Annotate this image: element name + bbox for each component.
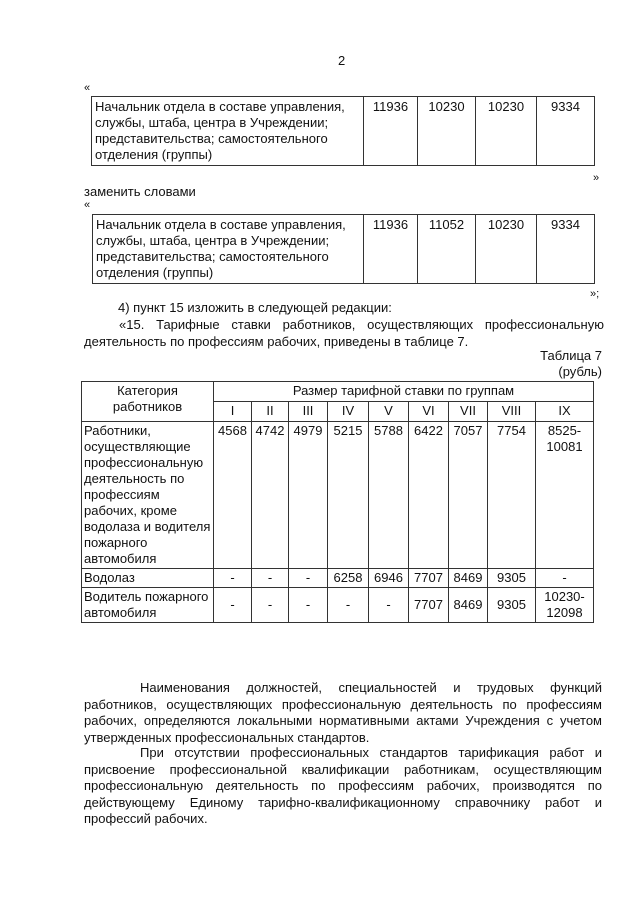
group-header: III <box>289 402 328 422</box>
old-value: 11936 <box>364 97 418 166</box>
cell: - <box>252 569 289 588</box>
old-value: 10230 <box>476 97 537 166</box>
table-row <box>82 588 594 623</box>
header-category: Категория работников <box>82 382 214 422</box>
cell: 4979 <box>289 422 328 569</box>
open-quote: « <box>84 199 91 211</box>
cell: 5788 <box>369 422 409 569</box>
old-value: 9334 <box>537 97 595 166</box>
cell: 7707 <box>409 588 449 623</box>
row-category: Водолаз <box>82 569 214 588</box>
group-header: II <box>252 402 289 422</box>
cell: - <box>369 588 409 623</box>
group-header: I <box>214 402 252 422</box>
new-row-table <box>92 214 595 284</box>
table-caption: Таблица 7 <box>540 348 602 363</box>
new-row-label: Начальник отдела в составе управления, службы, штаба, центра в Учреждении; представительства; самостоятельного отделения (группы) <box>93 215 364 284</box>
old-row-label: Начальник отдела в составе управления, службы, штаба, центра в Учреждении; представительства; самостоятельного отделения (группы) <box>92 97 364 166</box>
replace-with-text: заменить словами <box>84 184 196 199</box>
cell: 6422 <box>409 422 449 569</box>
group-header: IX <box>536 402 594 422</box>
cell: 8525-10081 <box>536 422 594 569</box>
cell: 5215 <box>328 422 369 569</box>
cell: - <box>252 588 289 623</box>
paragraph-1: Наименования должностей, специальностей и трудовых функций работников, осуществляющих профессиональную деятельность по профессиям рабочих, определяются локальными нормативными актами Учреждения с учетом утвержденных профессиональных стандартов. <box>84 680 602 745</box>
table-row <box>93 215 595 284</box>
close-quote-semicolon: »; <box>590 288 600 300</box>
cell: 8469 <box>449 569 488 588</box>
old-row-table <box>91 96 595 166</box>
cell: 4742 <box>252 422 289 569</box>
row-category: Водитель пожарного автомобиля <box>82 588 214 623</box>
cell: - <box>214 588 252 623</box>
cell: 10230-12098 <box>536 588 594 623</box>
cell: 9305 <box>488 588 536 623</box>
old-value: 10230 <box>418 97 476 166</box>
cell: 7754 <box>488 422 536 569</box>
item-15-text: «15. Тарифные ставки работников, осуществляющих профессиональную деятельность по профессиям рабочих, приведены в таблице 7. <box>84 317 604 349</box>
page-number: 2 <box>338 53 346 68</box>
group-header: VII <box>449 402 488 422</box>
cell: 7707 <box>409 569 449 588</box>
row-category: Работники, осуществляющие профессиональную деятельность по профессиям рабочих, кроме водолаза и водителя пожарного автомобиля <box>82 422 214 569</box>
cell: - <box>536 569 594 588</box>
cell: - <box>289 569 328 588</box>
cell: - <box>328 588 369 623</box>
cell: 8469 <box>449 588 488 623</box>
open-quote: « <box>84 82 91 94</box>
table-row <box>92 97 595 166</box>
group-header: IV <box>328 402 369 422</box>
cell: 9305 <box>488 569 536 588</box>
cell: 7057 <box>449 422 488 569</box>
header-groups: Размер тарифной ставки по группам <box>214 382 594 402</box>
cell: - <box>214 569 252 588</box>
close-quote: » <box>593 172 600 184</box>
new-value: 10230 <box>476 215 537 284</box>
cell: - <box>289 588 328 623</box>
paragraph-2: При отсутствии профессиональных стандартов тарификация работ и присвоение профессиональной квалификации работникам, осуществляющим профессиональную деятельность по профессиям рабочих, производятся по действующему Единому тарифно-квалификационному справочнику работ и профессий рабочих. <box>84 745 602 826</box>
table-row <box>82 569 594 588</box>
cell: 6946 <box>369 569 409 588</box>
new-value: 9334 <box>537 215 595 284</box>
header-row <box>82 382 594 402</box>
cell: 4568 <box>214 422 252 569</box>
item-4-text: 4) пункт 15 изложить в следующей редакции: <box>118 300 392 315</box>
table-unit: (рубль) <box>558 364 602 379</box>
new-value: 11052 <box>418 215 476 284</box>
tariff-table <box>81 381 594 623</box>
new-value: 11936 <box>364 215 418 284</box>
group-header: VI <box>409 402 449 422</box>
cell: 6258 <box>328 569 369 588</box>
group-header: VIII <box>488 402 536 422</box>
group-header: V <box>369 402 409 422</box>
table-row <box>82 422 594 569</box>
